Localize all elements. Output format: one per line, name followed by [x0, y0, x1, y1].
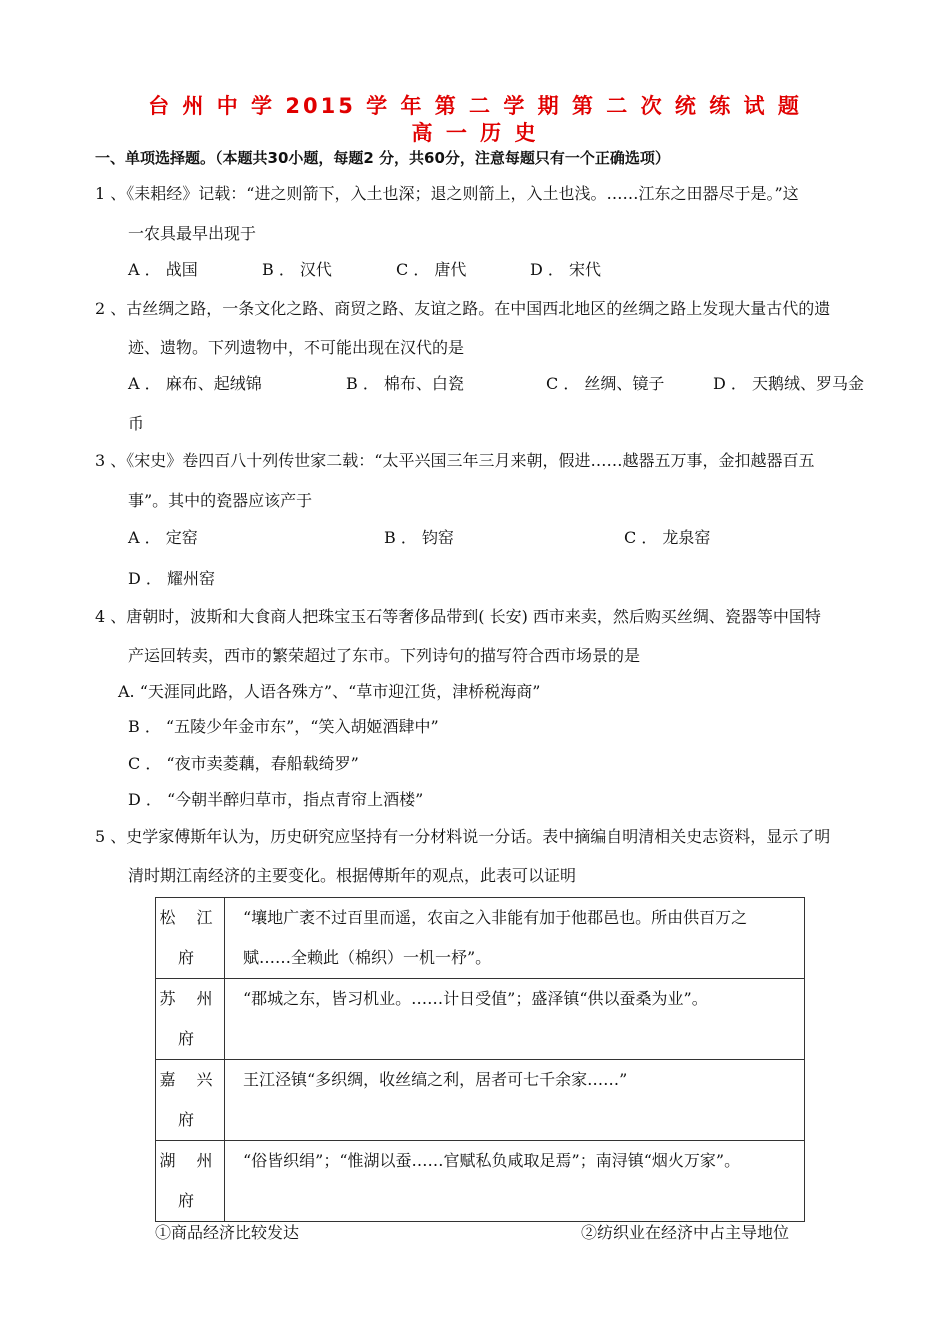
- prefecture-cell: 湖 州 府: [156, 1141, 225, 1222]
- statement-2: ②纺织业在经济中占主导地位: [581, 1223, 790, 1242]
- question-1-option-a: A ． 战国: [128, 260, 198, 279]
- question-1-line-1: 1 、《耒耜经》记载：“进之则箭下，入土也深；退之则箭上，入土也浅。……江东之田器尽于是。”这: [95, 184, 799, 203]
- question-2-option-d-wrap: 币: [128, 414, 145, 433]
- question-4-option-a: A. “天涯同此路，人语各殊方”、“草市迎江货，津桥税海商”: [118, 682, 541, 701]
- exam-subtitle: 高 一 历 史: [411, 121, 539, 145]
- question-4-option-d: D ． “今朝半醉归草市，指点青帘上酒楼”: [128, 790, 424, 809]
- quote-cell: “壤地广袤不过百里而遥，农亩之入非能有加于他郡邑也。所由供百万之赋……全赖此（棉织）一机一杼”。: [225, 898, 805, 979]
- question-1-option-b: B ． 汉代: [262, 260, 332, 279]
- question-2-option-a: A ． 麻布、起绒锦: [128, 374, 262, 393]
- table-row: [156, 1060, 805, 1141]
- question-1-option-d: D ． 宋代: [530, 260, 602, 279]
- quote-cell: 王江泾镇“多织绸，收丝缟之利，居者可七千余家……”: [225, 1060, 805, 1141]
- question-2-line-2: 迹、遗物。下列遗物中，不可能出现在汉代的是: [128, 338, 465, 357]
- question-2-line-1: 2 、古丝绸之路，一条文化之路、商贸之路、友谊之路。在中国西北地区的丝绸之路上发现大量古代的遗: [95, 299, 831, 318]
- prefecture-cell: 嘉 兴 府: [156, 1060, 225, 1141]
- section-heading: 一、单项选择题。（本题共30小题，每题2 分，共60分，注意每题只有一个正确选项）: [95, 149, 670, 167]
- question-3-line-1: 3 、《宋史》卷四百八十列传世家二载：“太平兴国三年三月来朝，假进……越器五万事，金扣越器百五: [95, 451, 815, 470]
- question-3-option-d: D ． 耀州窑: [128, 569, 216, 588]
- question-2-option-b: B ． 棉布、白瓷: [346, 374, 464, 393]
- question-5-line-1: 5 、史学家傅斯年认为，历史研究应坚持有一分材料说一分话。表中摘编自明清相关史志资料，显示了明: [95, 827, 831, 846]
- question-4-option-b: B ． “五陵少年金市东”，“笑入胡姬酒肆中”: [128, 717, 439, 736]
- question-2-option-d: D ． 天鹅绒、罗马金: [713, 374, 865, 393]
- table-row: [156, 1141, 805, 1222]
- question-3-option-b: B ． 钧窑: [384, 528, 454, 547]
- table-row: [156, 979, 805, 1060]
- question-2-option-c: C ． 丝绸、镜子: [546, 374, 665, 393]
- question-1-line-2: 一农具最早出现于: [128, 224, 257, 243]
- prefecture-cell: 松 江 府: [156, 898, 225, 979]
- question-4-line-1: 4 、唐朝时，波斯和大食商人把珠宝玉石等奢侈品带到( 长安) 西市来卖，然后购买丝绸、瓷器等中国特: [95, 607, 821, 626]
- question-4-option-c: C ． “夜市卖菱藕，春船载绮罗”: [128, 754, 359, 773]
- quote-cell: “郡城之东，皆习机业。……计日受值”；盛泽镇“供以蚕桑为业”。: [225, 979, 805, 1060]
- statement-1: ①商品经济比较发达: [155, 1223, 300, 1242]
- historical-records-table: [155, 897, 805, 1222]
- prefecture-cell: 苏 州 府: [156, 979, 225, 1060]
- question-1-option-c: C ． 唐代: [396, 260, 467, 279]
- question-3-option-a: A ． 定窑: [128, 528, 198, 547]
- question-5-line-2: 清时期江南经济的主要变化。根据傅斯年的观点，此表可以证明: [128, 866, 577, 885]
- exam-title: 台 州 中 学 2015 学 年 第 二 学 期 第 二 次 统 练 试 题: [148, 94, 802, 118]
- question-4-line-2: 产运回转卖，西市的繁荣超过了东市。下列诗句的描写符合西市场景的是: [128, 646, 641, 665]
- question-3-option-c: C ． 龙泉窑: [624, 528, 711, 547]
- quote-cell: “俗皆织绢”；“惟湖以蚕……官赋私负咸取足焉”；南浔镇“烟火万家”。: [225, 1141, 805, 1222]
- table-row: [156, 898, 805, 979]
- question-3-line-2: 事”。其中的瓷器应该产于: [128, 491, 313, 510]
